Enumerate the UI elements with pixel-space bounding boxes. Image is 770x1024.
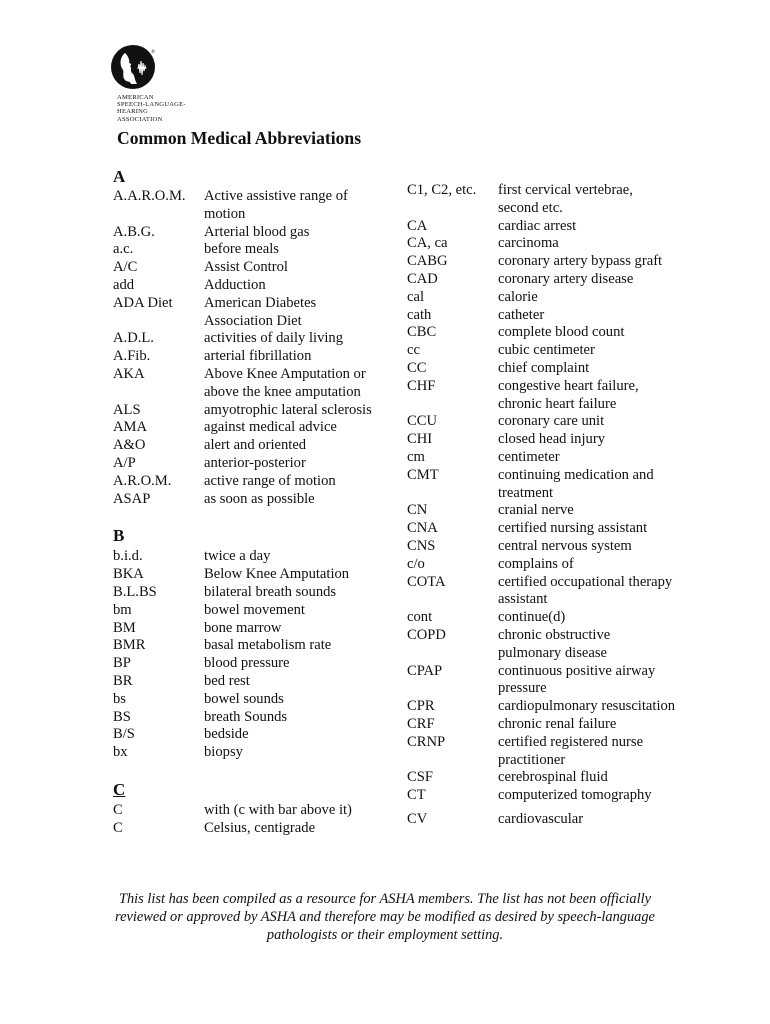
abbreviation-row: [113, 602, 375, 620]
abbreviation-row: [407, 556, 677, 574]
abbreviation-row: [407, 218, 677, 236]
definition: amyotrophic lateral sclerosis: [204, 401, 372, 418]
abbreviation: c/o: [407, 555, 425, 572]
abbreviation-row: [407, 378, 677, 414]
abbreviation-row: [113, 820, 375, 838]
abbreviation: A.R.O.M.: [113, 472, 172, 489]
abbreviation-row: [113, 188, 375, 224]
definition: continuing medication and treatment: [498, 466, 654, 501]
abbreviation-row: [113, 802, 375, 820]
abbreviation-row: [113, 491, 375, 509]
definition: American Diabetes Association Diet: [204, 294, 317, 329]
abbreviation: CA: [407, 217, 428, 234]
organization-name: [117, 94, 186, 123]
abbreviation-row: [407, 307, 677, 325]
definition: Above Knee Amputation or above the knee amputation: [204, 365, 366, 400]
abbreviation: a.c.: [113, 241, 134, 258]
asha-head-profile-icon: [110, 44, 156, 90]
abbreviation-row: [113, 277, 375, 295]
abbreviation-row: [407, 467, 677, 503]
definition: before meals: [204, 241, 279, 258]
abbreviation: AKA: [113, 365, 145, 382]
definition: bowel sounds: [204, 690, 284, 707]
abbreviation-row: [407, 811, 677, 829]
definition: calorie: [498, 288, 538, 305]
abbreviation: b.i.d.: [113, 548, 143, 565]
definition: blood pressure: [204, 655, 290, 672]
definition: catheter: [498, 306, 545, 323]
abbreviation-row: [113, 259, 375, 277]
definition: congestive heart failure, chronic heart failure: [498, 377, 639, 412]
definition: activities of daily living: [204, 330, 344, 347]
definition: anterior-posterior: [204, 454, 306, 471]
definition: cardiovascular: [498, 810, 584, 827]
abbreviation: A/P: [113, 454, 136, 471]
definition: against medical advice: [204, 419, 337, 436]
abbreviation: bx: [113, 744, 128, 761]
abbreviation-row: [407, 538, 677, 556]
abbreviation: CC: [407, 359, 427, 376]
abbreviation: A&O: [113, 437, 146, 454]
abbreviation: B/S: [113, 726, 135, 743]
definition: bed rest: [204, 672, 250, 689]
definition: Adduction: [204, 276, 266, 293]
abbreviation: CPR: [407, 698, 435, 715]
definition: coronary artery bypass graft: [498, 253, 663, 270]
definition: breath Sounds: [204, 708, 288, 725]
abbreviation: ADA Diet: [113, 294, 173, 311]
abbreviation-row: [407, 716, 677, 734]
abbreviation: CNS: [407, 537, 436, 554]
abbreviation: CT: [407, 787, 426, 804]
abbreviation-row: [113, 726, 375, 744]
abbreviation-row: [407, 609, 677, 627]
definition: bedside: [204, 726, 249, 743]
abbreviation: CRF: [407, 715, 435, 732]
abbreviation: add: [113, 276, 135, 293]
abbreviation-row: [407, 787, 677, 805]
definition: Assist Control: [204, 259, 288, 276]
abbreviation: CRNP: [407, 733, 446, 750]
definition: chronic renal failure: [498, 715, 617, 732]
abbreviation-row: [407, 520, 677, 538]
abbreviation: C: [113, 801, 123, 818]
abbreviation-row: [113, 348, 375, 366]
abbreviation-row: [113, 455, 375, 473]
abbreviation: BKA: [113, 566, 144, 583]
abbreviation-row: [407, 182, 677, 218]
abbreviation: B.L.BS: [113, 583, 157, 600]
abbreviation: CMT: [407, 466, 439, 483]
abbreviation-row: [407, 502, 677, 520]
abbreviation-row: [113, 437, 375, 455]
abbreviation-row: [407, 627, 677, 663]
abbreviation-row: [113, 709, 375, 727]
abbreviation: BP: [113, 655, 131, 672]
definition: bilateral breath sounds: [204, 583, 337, 600]
disclaimer-note: This list has been compiled as a resource for ASHA members. The list has not been officially reviewed or approved by ASHA and therefore may be modified as desired by speech-language pathologists or their employment setting.: [115, 891, 655, 943]
definition: closed head injury: [498, 431, 605, 448]
abbreviation: AMA: [113, 419, 148, 436]
abbreviation-row: [113, 241, 375, 259]
definition: certified nursing assistant: [498, 520, 648, 537]
definition: chief complaint: [498, 359, 590, 376]
abbreviation: cc: [407, 342, 420, 359]
definition: certified registered nurse practitioner: [498, 733, 644, 768]
definition: arterial fibrillation: [204, 348, 312, 365]
abbreviation-row: [113, 402, 375, 420]
definition: with (c with bar above it): [204, 801, 352, 818]
abbreviation-row: [113, 548, 375, 566]
abbreviation-row: [407, 734, 677, 770]
abbreviation: A.A.R.O.M.: [113, 188, 186, 204]
abbreviation-row: [113, 366, 375, 402]
abbreviation-row: [407, 574, 677, 610]
abbreviation: COTA: [407, 573, 446, 590]
definition: cubic centimeter: [498, 342, 595, 359]
asha-logo: [110, 44, 180, 90]
abbreviation: CNA: [407, 520, 438, 537]
definition: cardiac arrest: [498, 217, 577, 234]
definition: complete blood count: [498, 324, 625, 341]
abbreviation-row: [407, 360, 677, 378]
abbreviation: CV: [407, 810, 428, 827]
abbreviation-row: [113, 566, 375, 584]
abbreviation-row: [407, 413, 677, 431]
definition: Arterial blood gas: [204, 223, 310, 240]
definition: first cervical vertebrae, second etc.: [498, 182, 633, 216]
abbreviation: BMR: [113, 637, 146, 654]
definition: central nervous system: [498, 537, 632, 554]
abbreviation-row: [113, 620, 375, 638]
definition: active range of motion: [204, 472, 336, 489]
abbreviation: CN: [407, 502, 428, 519]
abbreviation: CHF: [407, 377, 436, 394]
definition: biopsy: [204, 744, 243, 761]
abbreviation-row: [113, 295, 375, 331]
org-line: HEARING: [117, 108, 149, 116]
abbreviation-row: [113, 691, 375, 709]
abbreviation-row: [407, 449, 677, 467]
abbreviation: A/C: [113, 259, 138, 276]
abbreviation-row: [113, 224, 375, 242]
abbreviation: CPAP: [407, 662, 443, 679]
abbreviation-row: [113, 637, 375, 655]
abbreviation: ALS: [113, 401, 141, 418]
abbreviation: cont: [407, 609, 433, 626]
abbreviation: A.Fib.: [113, 348, 151, 365]
abbreviation: cm: [407, 448, 425, 465]
definition: Celsius, centigrade: [204, 819, 316, 836]
abbreviation: BR: [113, 672, 133, 689]
document-title: Common Medical Abbreviations: [117, 128, 362, 148]
abbreviation-row: [113, 473, 375, 491]
abbreviation: CSF: [407, 769, 433, 786]
abbreviation: CBC: [407, 324, 437, 341]
definition: coronary care unit: [498, 413, 605, 430]
definition: bone marrow: [204, 619, 282, 636]
abbreviation: cal: [407, 288, 425, 305]
definition: computerized tomography: [498, 787, 652, 804]
abbreviation: bs: [113, 690, 126, 707]
definition: continuous positive airway pressure: [498, 662, 656, 697]
section-heading-b: B: [113, 526, 125, 546]
definition: cardiopulmonary resuscitation: [498, 698, 676, 715]
abbreviation: CA, ca: [407, 235, 448, 252]
definition: chronic obstructive pulmonary disease: [498, 626, 611, 661]
definition: Active assistive range of motion: [204, 188, 348, 222]
definition: continue(d): [498, 609, 566, 626]
definition: as soon as possible: [204, 490, 315, 507]
definition: bowel movement: [204, 601, 305, 618]
definition: complains of: [498, 555, 574, 572]
abbreviation-column-right: [407, 182, 677, 829]
org-line: AMERICAN: [117, 94, 154, 101]
definition: Below Knee Amputation: [204, 566, 350, 583]
abbreviation-row: [407, 698, 677, 716]
abbreviation: CAD: [407, 270, 438, 287]
abbreviation: CABG: [407, 253, 448, 270]
abbreviation-row: [113, 655, 375, 673]
definition: carcinoma: [498, 235, 559, 252]
org-line: SPEECH-LANGUAGE-: [117, 101, 186, 109]
abbreviation: A.D.L.: [113, 330, 154, 347]
abbreviation-row: [113, 673, 375, 691]
abbreviation-row: [407, 271, 677, 289]
abbreviation: BM: [113, 619, 136, 636]
definition: coronary artery disease: [498, 270, 634, 287]
definition: basal metabolism rate: [204, 637, 332, 654]
section-heading-a: A: [113, 167, 126, 186]
abbreviation-row: [407, 663, 677, 699]
abbreviation: ASAP: [113, 490, 151, 507]
abbreviation-row: [407, 769, 677, 787]
abbreviation-column-left: [113, 167, 375, 838]
definition: cranial nerve: [498, 502, 574, 519]
abbreviation-row: [407, 235, 677, 253]
abbreviation-row: [113, 330, 375, 348]
abbreviation-row: [407, 289, 677, 307]
abbreviation: CHI: [407, 431, 433, 448]
abbreviation: cath: [407, 306, 432, 323]
definition: certified occupational therapy assistant: [498, 573, 673, 608]
abbreviation: C1, C2, etc.: [407, 182, 477, 198]
abbreviation-row: [407, 253, 677, 271]
abbreviation: BS: [113, 708, 131, 725]
definition: alert and oriented: [204, 437, 307, 454]
definition: cerebrospinal fluid: [498, 769, 608, 786]
abbreviation: A.B.G.: [113, 223, 155, 240]
abbreviation: CCU: [407, 413, 438, 430]
org-line: ASSOCIATION: [117, 115, 163, 123]
abbreviation-row: [407, 431, 677, 449]
section-heading-c: C: [113, 779, 126, 799]
abbreviation-row: [113, 584, 375, 602]
abbreviation-row: [407, 342, 677, 360]
abbreviation-row: [407, 324, 677, 342]
abbreviation: C: [113, 819, 123, 836]
abbreviation-row: [113, 744, 375, 762]
abbreviation: bm: [113, 601, 132, 618]
svg-text:®: ®: [151, 49, 155, 54]
definition: twice a day: [204, 548, 271, 565]
definition: centimeter: [498, 448, 560, 465]
abbreviation: COPD: [407, 626, 446, 643]
abbreviation-row: [113, 419, 375, 437]
